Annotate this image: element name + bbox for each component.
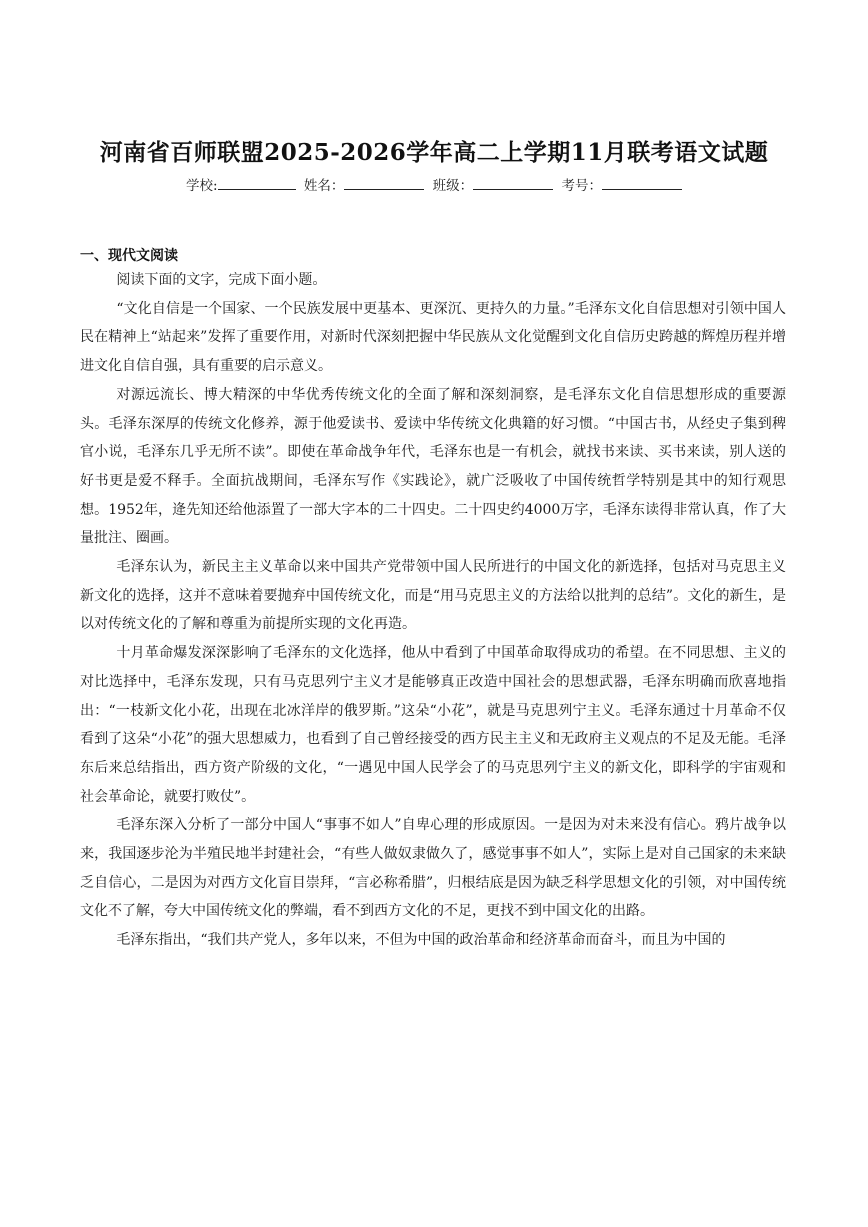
- paragraph: “文化自信是一个国家、一个民族发展中更基本、更深沉、更持久的力量。”毛泽东文化自信思想对引领中国人民在精神上“站起来”发挥了重要作用，对新时代深刻把握中华民族从文化觉醒到文化自信历史跨越的辉煌历程并增进文化自信自强，具有重要的启示意义。: [80, 300, 786, 375]
- paragraph: 毛泽东深入分析了一部分中国人“事事不如人”自卑心理的形成原因。一是因为对未来没有信心。鸦片战争以来，我国逐步沦为半殖民地半封建社会，“有些人做奴隶做久了，感觉事事不如人”，实际上是对自己国家的未来缺乏自信心，二是因为对西方文化盲目崇拜，“言必称希腊”，归根结底是因为缺乏科学思想文化的引领，对中国传统文化不了解，夸大中国传统文化的弊端，看不到西方文化的不足，更找不到中国文化的出路。: [80, 817, 786, 920]
- class-blank[interactable]: [473, 177, 553, 190]
- paragraph-instruction: 阅读下面的文字，完成下面小题。: [116, 272, 327, 288]
- paragraph: 十月革命爆发深深影响了毛泽东的文化选择，他从中看到了中国革命取得成功的希望。在不同思想、主义的对比选择中，毛泽东发现，只有马克思列宁主义才是能够真正改造中国社会的思想武器，毛泽东明确而欣喜地指出：“一枝新文化小花，出现在北冰洋岸的俄罗斯。”这朵“小花”，就是马克思列宁主义。毛泽东通过十月革命不仅看到了这朵“小花”的强大思想威力，也看到了自己曾经接受的西方民主主义和无政府主义观点的不足及无能。毛泽东后来总结指出，西方资产阶级的文化，“一遇见中国人民学会了的马克思列宁主义的新文化，即科学的宇宙观和社会革命论，就要打败仗”。: [80, 645, 786, 805]
- paragraph: 毛泽东认为，新民主主义革命以来中国共产党带领中国人民所进行的中国文化的新选择，包括对马克思主义新文化的选择，这并不意味着要抛弃中国传统文化，而是“用马克思主义的方法给以批判的总结”。文化的新生，是以对传统文化的了解和尊重为前提所实现的文化再造。: [80, 559, 786, 633]
- paragraph: 对源远流长、博大精深的中华优秀传统文化的全面了解和深刻洞察，是毛泽东文化自信思想形成的重要源头。毛泽东深厚的传统文化修养，源于他爱读书、爱读中华传统文化典籍的好习惯。“中国古书，从经史子集到稗官小说，毛泽东几乎无所不读”。即使在革命战争年代，毛泽东也是一有机会，就找书来读、买书来读，别人送的好书更是爱不释手。全面抗战期间，毛泽东写作《实践论》，就广泛吸收了中国传统哲学特别是其中的知行观思想。1952年，逄先知还给他添置了一部大字本的二十四史。二十四史约4000万字，毛泽东读得非常认真，作了大量批注、圈画。: [80, 386, 786, 547]
- student-info-line: [0, 174, 868, 194]
- name-blank[interactable]: [344, 177, 424, 190]
- exam-number-blank[interactable]: [602, 177, 682, 190]
- school-label: 学校:: [186, 178, 218, 194]
- passage-body: [80, 266, 786, 955]
- section-heading: 一、现代文阅读: [80, 248, 178, 264]
- paragraph: 毛泽东指出，“我们共产党人，多年以来，不但为中国的政治革命和经济革命而奋斗，而且为中国的: [116, 932, 726, 949]
- name-label: 姓名：: [303, 178, 345, 194]
- document-title: 河南省百师联盟2025-2026学年高二上学期11月联考语文试题: [99, 139, 769, 166]
- exam-number-label: 考号：: [561, 178, 602, 194]
- class-label: 班级：: [432, 178, 474, 194]
- school-blank[interactable]: [218, 177, 296, 190]
